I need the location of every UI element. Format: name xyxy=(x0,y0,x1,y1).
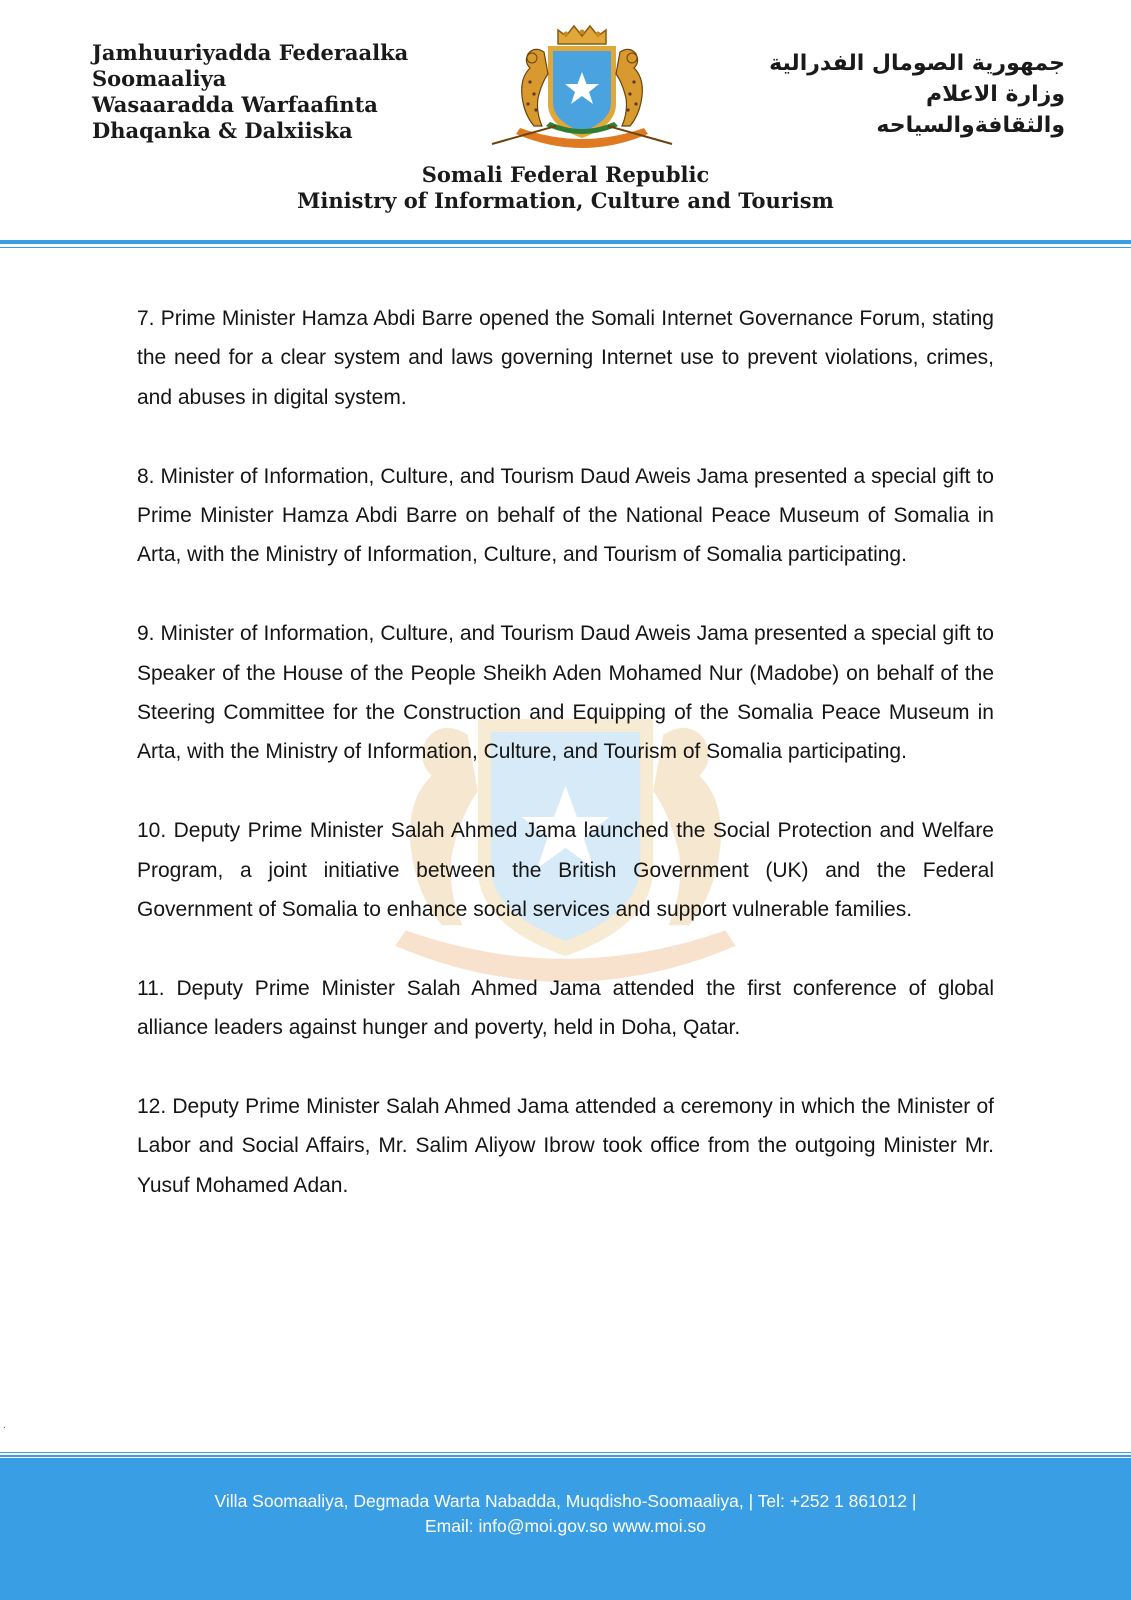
footer-contact: Email: info@moi.gov.so www.moi.so xyxy=(425,1516,706,1536)
letterhead-somali-name xyxy=(92,40,408,144)
english-line-1: Somali Federal Republic xyxy=(421,162,710,187)
english-line-2: Ministry of Information, Culture and Tourism xyxy=(297,188,834,213)
header-divider-thick xyxy=(0,240,1131,244)
letterhead-arabic-name xyxy=(769,48,1065,141)
arabic-line-1: جمهورية الصومال الفدرالية xyxy=(769,51,1065,76)
somali-line-4: Dhaqanka & Dalxiiska xyxy=(92,118,353,143)
somali-line-2: Soomaaliya xyxy=(92,66,227,91)
paragraph-11: 11. Deputy Prime Minister Salah Ahmed Jama attended the first conference of global alliance leaders against hunger and poverty, held in Doha, Qatar. xyxy=(137,976,994,1040)
arabic-line-2: وزارة الاعلام xyxy=(926,82,1065,107)
document-body xyxy=(137,299,994,1245)
paragraph-7: 7. Prime Minister Hamza Abdi Barre opened the Somali Internet Governance Forum, stating the need for a clear system and laws governing Internet use to prevent violations, crimes, and abuses in digital system. xyxy=(137,307,994,409)
margin-mark: . xyxy=(3,1420,6,1431)
paragraph-12: 12. Deputy Prime Minister Salah Ahmed Jama attended a ceremony in which the Minister of Labor and Social Affairs, Mr. Salim Aliyow Ibrow took office from the outgoing Minister Mr. Yusuf Mohamed Adan. xyxy=(137,1095,994,1197)
footer-address: Villa Soomaaliya, Degmada Warta Nabadda, Muqdisho-Soomaaliya, | Tel: +252 1 861012 | xyxy=(214,1491,917,1511)
footer-divider-thin xyxy=(0,1452,1131,1453)
arabic-line-3: والثقافةوالسياحه xyxy=(876,113,1065,138)
letterhead-english-name xyxy=(0,162,1131,214)
paragraph-10: 10. Deputy Prime Minister Salah Ahmed Jama launched the Social Protection and Welfare Program, a joint initiative between the British Government (UK) and the Federal Government of Somalia to enhance social services and support vulnerable families. xyxy=(137,819,994,922)
paragraph-9: 9. Minister of Information, Culture, and Tourism Daud Aweis Jama presented a special gift to Speaker of the House of the People Sheikh Aden Mohamed Nur (Madobe) on behalf of the Steering Committee for the Construction and Equipping of the Somalia Peace Museum in Arta, with the Ministry of Information, Culture, and Tourism of Somalia participating. xyxy=(137,622,994,764)
footer-band xyxy=(0,1458,1131,1600)
footer-divider-thick xyxy=(0,1455,1131,1457)
header-divider-thin xyxy=(0,247,1131,248)
paragraph-8: 8. Minister of Information, Culture, and Tourism Daud Aweis Jama presented a special gift to Prime Minister Hamza Abdi Barre on behalf of the National Peace Museum of Somalia in Arta, with the Ministry of Information, Culture, and Tourism of Somalia participating. xyxy=(137,464,994,567)
somali-line-1: Jamhuuriyadda Federaalka xyxy=(92,40,409,65)
somali-line-3: Wasaaradda Warfaafinta xyxy=(92,92,378,117)
somalia-coat-of-arms-icon xyxy=(486,22,678,160)
